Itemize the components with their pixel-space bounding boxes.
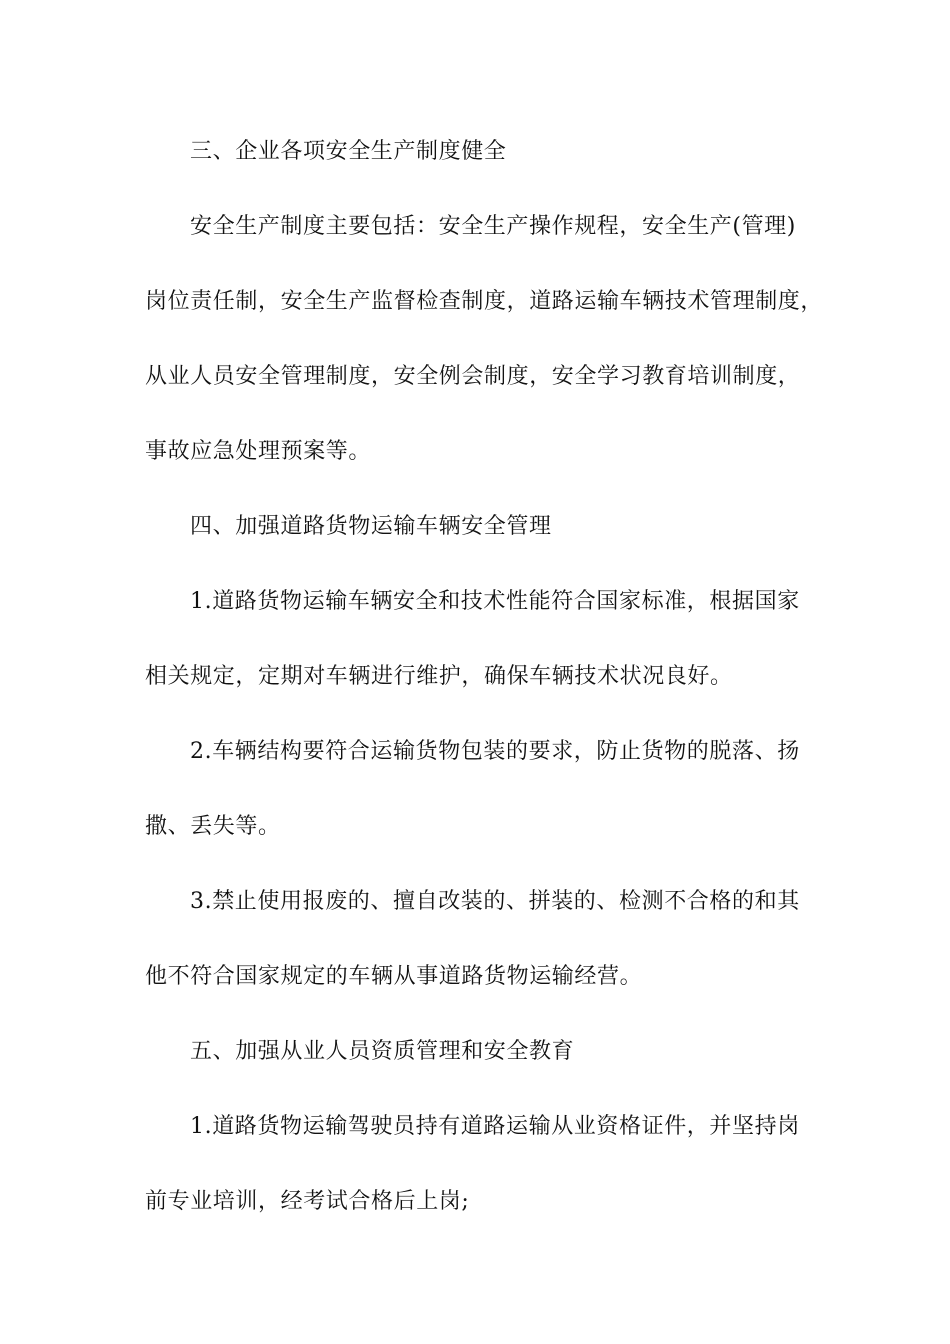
paragraph-line: 前专业培训，经考试合格后上岗; [145,1189,470,1214]
paragraph-line: 安全生产制度主要包括：安全生产操作规程，安全生产(管理) [190,214,796,239]
paragraph-line: 岗位责任制，安全生产监督检查制度，道路运输车辆技术管理制度， [145,289,824,314]
paragraph-line: 事故应急处理预案等。 [145,439,372,464]
paragraph-line: 他不符合国家规定的车辆从事道路货物运输经营。 [145,964,643,989]
paragraph-line: 1.道路货物运输驾驶员持有道路运输从业资格证件，并坚持岗 [190,1114,800,1139]
section-heading-4: 四、加强道路货物运输车辆安全管理 [190,514,552,539]
paragraph-line: 1.道路货物运输车辆安全和技术性能符合国家标准，根据国家 [190,589,800,614]
paragraph-line: 从业人员安全管理制度，安全例会制度，安全学习教育培训制度， [145,364,801,389]
section-heading-5: 五、加强从业人员资质管理和安全教育 [190,1039,575,1064]
paragraph-line: 撒、丢失等。 [145,814,281,839]
paragraph-line: 3.禁止使用报废的、擅自改装的、拼装的、检测不合格的和其 [190,889,800,914]
paragraph-line: 2.车辆结构要符合运输货物包装的要求，防止货物的脱落、扬 [190,739,800,764]
section-heading-3: 三、企业各项安全生产制度健全 [190,139,507,164]
paragraph-line: 相关规定，定期对车辆进行维护，确保车辆技术状况良好。 [145,664,733,689]
